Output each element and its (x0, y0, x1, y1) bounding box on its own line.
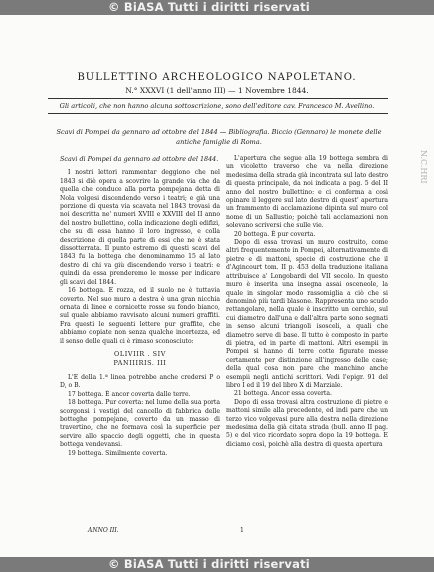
watermark-banner-top: © BiASA Tutti i diritti riservati (0, 0, 434, 15)
watermark-banner-bottom: © BiASA Tutti i diritti riservati (0, 557, 434, 572)
issue-subtitle: N.° XXXVI (1 dell'anno III) — 1 Novembre 1844. (125, 86, 309, 95)
footer-signature: ANNO III. (88, 527, 119, 534)
paragraph: 16 bottega. E rozza, ed il suolo ne è tuttavia coverto. Nel suo muro a destra è una gran nicchia ornata di linee e cornicette rosse su fondo bianco, sul quale abbiamo ravvisato alcuni numeri graffiti. Fra questi le seguenti lettere pur graffite, che abbiamo copiate non senza qualche incertezza, ed il senso delle quali ci è rimaso sconosciuto: (60, 287, 220, 345)
divider-rule (48, 98, 388, 99)
inscription (60, 350, 220, 368)
paragraph: Dopo di essa trovasi un muro costruito, come altri frequentemente in Pompei, alternativamente di pietre e di mattoni, specie di costruzione che il d'Agincourt tom. II p. 453 della traduzione italiana attribuisce a' Longobardi del VII secolo. In questo muro è inserita una insegna assai osceneole, la quale in singolar modo rassomiglia a ciò che si denominò più tardi blasone. Rappresenta uno scudo rettangolare, nella quale è inscritto un cerchio, sul cui diametro dall'una e dall'altra parte sono segnati in senso alcuni triangoli isosceli, a quali che diametro serve di base. Il tutto è composto in parte di pietra, ed in parte di mattoni. Altri esempii in Pompei si hanno di terre cotte figurate messe certamente per distinzione all'ingresso delle case; della qual cosa non pare che manchino anche esempii negli antichi scrittori. Vedi l'epigr. 91 del libro I ed il 19 del libro X di Marziale. (226, 239, 388, 389)
inscription-line: PANIIIRIS. III (113, 358, 167, 367)
left-column (60, 155, 220, 458)
divider-rule (48, 113, 388, 114)
paragraph: 18 bottega. Pur coverta: nel lume della sua porta scorgonsi i vestigi del cancello di fabbrica delle botteghe pompejane, coverto da un masso di travertino, che ne formava così la superficie per servire allo spaccio degli oggetti, che in questa bottega vendevansi. (60, 399, 220, 449)
paragraph: L'apertura che segue alla 19 bottega sembra di un vicoletto traverso che va nella direzione medesima della strada già incontrata sul lato destro di questa principale, da noi indicata a pag. 5 del II anno del nostro bullettino: e ci conferma a così opinare il leggere sul lato destro di quest' apertura un frammento di acclamazione dipinta sul muro col nome di un Sallustio; poichè tali acclamazioni non solevano scriversi che sulle vie. (226, 155, 388, 230)
paragraph: 17 bottega. È ancor coverta dalle terre. (68, 390, 191, 398)
page-title: BULLETTINO ARCHEOLOGICO NAPOLETANO. (77, 72, 357, 83)
editors-note: Gli articoli, che non hanno alcuna sottoscrizione, sono dell'editore cav. Francesco M. Avellino. (59, 102, 375, 110)
paragraph: 20 bottega. È pur coverta. (234, 230, 316, 238)
inscription-line: OLIVIIR . SIV (114, 349, 166, 358)
contents-summary: Scavi di Pompei da gennaro ad ottobre del 1844 — Bibliografia. Biccio (Gennaro) le monete delle antiche famiglie di Roma. (56, 128, 382, 146)
section-heading: Scavi di Pompei da gennaro ad ottobre del 1844. (60, 155, 219, 163)
side-watermark: N.C.HRI (419, 150, 428, 184)
paragraph: L'E della 1.ª linea potrebbe anche credersi P o D, o B. (60, 373, 220, 390)
page-number: 1 (240, 527, 244, 534)
paragraph: 19 bottega. Similmente coverta. (68, 449, 168, 457)
paragraph: I nostri lettori rammentar deggiono che nel 1843 si diè opera a scovrire la grande via che da quella che conduce alla porta pompejana detta di Nola volgesi discendendo verso i teatri; e già una porzione di questa via scavata nel 1843 trovasi da noi descritta ne' numeri XVIII e XXVIII del II anno del nostro bullettino, colla indicazione degli edifizi, che su di essa hanno il loro ingresso, e colla descrizione di quella parte di essi che ne è stata dissotterrata. Il punto estremo di questi scavi del 1843 fu la bottega che denominammo 15 al lato destro di chi va giù discendendo verso i teatri: e quindi da essa prenderemo le mosse per indicare gli scavi del 1844. (60, 169, 220, 286)
right-column (226, 155, 388, 449)
paragraph: 21 bottega. Ancor essa coverta. (234, 390, 332, 398)
paragraph: Dopo di essa trovasi altra costruzione di pietre e mattoni simile alla precedente, ed indi pare che un terzo vico volgevasi pure alla destra nella direzione medesima della già citata strada (bull. anno II pag. 5) e del vico ricordato sopra dopo la 19 bottega. E diciamo così, poichè alla destra di questa apertura (226, 398, 388, 448)
